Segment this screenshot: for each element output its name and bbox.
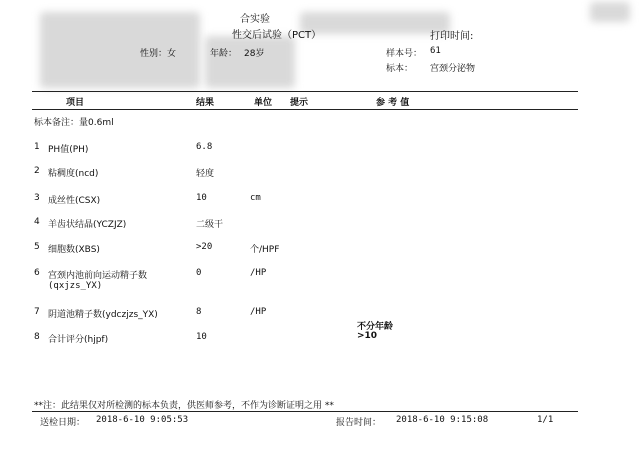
redaction-blur-corner	[590, 2, 630, 22]
row-item: PH值(PH)	[48, 145, 89, 155]
table-header-rule	[32, 109, 578, 110]
disclaimer: **注：此结果仅对所检测的标本负责，供医师参考，不作为诊断证明之用 **	[34, 401, 334, 411]
reference-value-line1: 不分年龄	[357, 322, 394, 332]
row-result: 8	[196, 307, 202, 317]
row-result: 6.8	[196, 142, 213, 152]
redaction-blur-right	[300, 12, 450, 34]
table-top-rule	[32, 91, 578, 92]
specimen-label: 标本：	[386, 64, 414, 74]
specimen-value: 宫颈分泌物	[430, 64, 476, 74]
col-header-hint: 提示	[290, 98, 309, 108]
gender-label: 性别：女	[140, 49, 177, 59]
row-result: 10	[196, 193, 207, 203]
row-no: 2	[34, 166, 40, 176]
row-item: 阴道池精子数(ydczjzs_YX)	[48, 310, 158, 320]
row-no: 3	[34, 193, 40, 203]
send-date-value: 2018-6-10 9:05:53	[96, 415, 189, 425]
row-unit: /HP	[250, 268, 267, 278]
col-header-unit: 单位	[254, 98, 273, 108]
row-no: 1	[34, 142, 40, 152]
footer-rule	[32, 411, 578, 412]
specimen-note: 标本备注：量0.6ml	[34, 118, 114, 128]
test-name: 性交后试验（PCT）	[232, 30, 322, 41]
sample-no-value: 61	[430, 46, 441, 56]
age-label: 年龄：	[210, 49, 238, 59]
row-no: 4	[34, 217, 40, 227]
row-no: 6	[34, 268, 40, 278]
row-item: 羊齿状结晶(YCZJZ)	[48, 220, 127, 230]
redaction-blur-mid	[205, 36, 295, 88]
row-result: 10	[196, 332, 207, 342]
row-unit: cm	[250, 193, 261, 203]
report-time-value: 2018-6-10 9:15:08	[396, 415, 489, 425]
row-result: 轻度	[196, 169, 215, 179]
send-date-label: 送检日期：	[40, 418, 86, 428]
row-item: 细胞数(XBS)	[48, 245, 100, 255]
col-header-ref: 参 考 值	[376, 98, 410, 108]
row-no: 7	[34, 307, 40, 317]
row-result: >20	[196, 242, 213, 252]
col-header-result: 结果	[196, 98, 215, 108]
print-time-label: 打印时间:	[430, 31, 474, 42]
page-number: 1/1	[537, 415, 554, 425]
row-no: 5	[34, 242, 40, 252]
row-unit: 个/HPF	[250, 245, 280, 255]
row-result: 二级干	[196, 220, 224, 230]
reference-value-line2: >10	[357, 331, 378, 341]
report-time-label: 报告时间：	[336, 418, 382, 428]
row-item: 成丝性(CSX)	[48, 196, 101, 206]
row-item: 粘稠度(ncd)	[48, 169, 99, 179]
row-unit: /HP	[250, 307, 267, 317]
row-result: 0	[196, 268, 202, 278]
age-value: 28岁	[244, 49, 265, 59]
row-item: 宫颈内池前向运动精子数	[48, 271, 148, 281]
col-header-item: 项目	[66, 98, 85, 108]
sample-no-label: 样本号：	[386, 49, 423, 59]
row-no: 8	[34, 332, 40, 342]
report-title-fragment: 合实验	[240, 14, 270, 25]
row-item-line2: (qxjzs_YX)	[48, 281, 103, 291]
row-item: 合计评分(hjpf)	[48, 335, 109, 345]
